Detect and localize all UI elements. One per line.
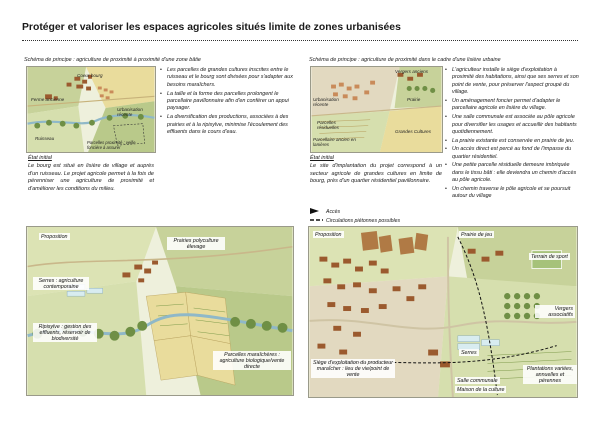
tag-plantations: Plantations variées, annuelles et pérennes [523, 365, 577, 384]
legend-acces: Accès [310, 207, 400, 216]
tag-serres: Serres : agriculture contemporaine [33, 277, 89, 290]
label-ruisseau: Ruisseau [35, 136, 55, 141]
list-item: • La prairie existante est conservée en prairie de jeu. [445, 138, 580, 145]
legend [310, 207, 400, 225]
tag-vergers-associatifs: Vergers associatifs [535, 305, 575, 318]
list-item: • Une petite parcelle résiduelle demeure imbriquée dans le tissu bâti : elle deviendra un chemin d'accès au pôle agricole. [445, 162, 580, 184]
list-item: • L'agriculteur installe le siège d'exploitation à proximité des habitations, ainsi que ses serres et son point de vente, pour préserver l'aspect groupé du village. [445, 67, 580, 97]
left-caption: Schéma de principe : agriculture de proximité à proximité d'une zone bâtie [24, 57, 201, 63]
etat-text: Le site d'implantation du projet correspond à un secteur agricole de grandes cultures en limite de bourg, près d'un quartier résidentiel pavillonnaire. [310, 162, 442, 185]
left-etat-initial [28, 155, 154, 194]
list-item: • Un chemin traverse le pôle agricole et se poursuit autour du village [445, 186, 580, 201]
right-caption: Schéma de principe : agriculture de proximité dans le cadre d'une lisière urbaine [309, 57, 501, 63]
tag-terrain-sport: Terrain de sport [531, 253, 568, 260]
tag-ripisylve: Ripisylve : gestion des effluents, réservoir de biodiversité [33, 323, 97, 342]
etat-text: Le bourg est situé en lisière de village et auprès d'un ruisseau. Le projet agricole permet à la fois de pérenniser une agriculture de proximité et d'améliorer les conditions du milieu. [28, 162, 154, 193]
etat-heading: État initial [28, 155, 52, 161]
legend-circulations: Circulations piétonnes possibles [310, 216, 400, 225]
tag-parcelles-maraicheres: Parcelles maraîchères : agriculture biologique/vente directe [213, 351, 291, 370]
list-item: • Un accès direct est percé au fond de l'impasse du quartier résidentiel. [445, 146, 580, 161]
label-parcelles-proximite: Parcelles proximité : veille foncière à assurer [87, 140, 136, 150]
etat-heading: État initial [310, 155, 334, 161]
tag-siege: Siège d'exploitation du producteur maraîcher : lieu de vie/point de vente [311, 359, 395, 378]
label-grandes-cultures: Grandes Cultures [395, 129, 432, 134]
tag-maison-culture: Maison de la culture [457, 386, 505, 393]
tag-proposition: Proposition [315, 231, 342, 238]
label-ferme-ancienne: Ferme ancienne [31, 97, 65, 102]
tag-proposition: Proposition [41, 233, 68, 240]
tag-prairie-jeu: Prairie de jeu [461, 231, 493, 238]
list-item: • La diversification des productions, associées à des prairies et à la ripisylve, minimise l'écoulement des effluents dans le cours d'eau. [160, 114, 296, 136]
right-etat-initial [310, 155, 442, 186]
list-item: • Un aménagement foncier permet d'adapter le parcellaire agricole en lisière du village. [445, 98, 580, 113]
list-item: • La taille et la forme des parcelles prolongent le parcellaire pavillonnaire afin d'en conférer un appui paysager. [160, 91, 296, 113]
label-coeur-bourg: Coeur bourg [77, 73, 103, 78]
right-initial-diagram [310, 66, 443, 153]
tag-salle-communale: Salle communale [457, 377, 498, 384]
left-bullet-list [160, 67, 296, 138]
label-urbanisation-recente: Urbanisation récente [313, 97, 339, 107]
right-proposition-diagram [308, 226, 578, 398]
list-item: • Les parcelles de grandes cultures inscrites entre le ruisseau et le bourg sont divisées pour s'adapter aux besoins maraîchers. [160, 67, 296, 89]
dashed-line-icon [310, 216, 326, 226]
label-vergers-anciens: Vergers anciens [395, 69, 429, 74]
label-parcelles-residuelles: Parcelles résiduelles [317, 120, 339, 130]
left-proposition-diagram [26, 226, 294, 396]
list-item: • Une salle communale est associée au pôle agricole pour diversifier les usages et accueillir des habitants quotidiennement. [445, 114, 580, 136]
left-initial-diagram [26, 66, 156, 153]
page-title: Protéger et valoriser les espaces agricoles situés limite de zones urbanisées [22, 22, 401, 33]
tag-prairies: Prairies polyculture élevage [167, 237, 225, 250]
title-divider [22, 40, 578, 41]
label-urbanisation-recente: Urbanisation récente [117, 107, 143, 117]
label-prairie: Prairie [407, 97, 421, 102]
tag-serres: Serres [461, 349, 477, 356]
right-bullet-list [445, 67, 580, 202]
label-parcellaire-ancien: Parcellaire ancien en lanières [313, 137, 356, 147]
